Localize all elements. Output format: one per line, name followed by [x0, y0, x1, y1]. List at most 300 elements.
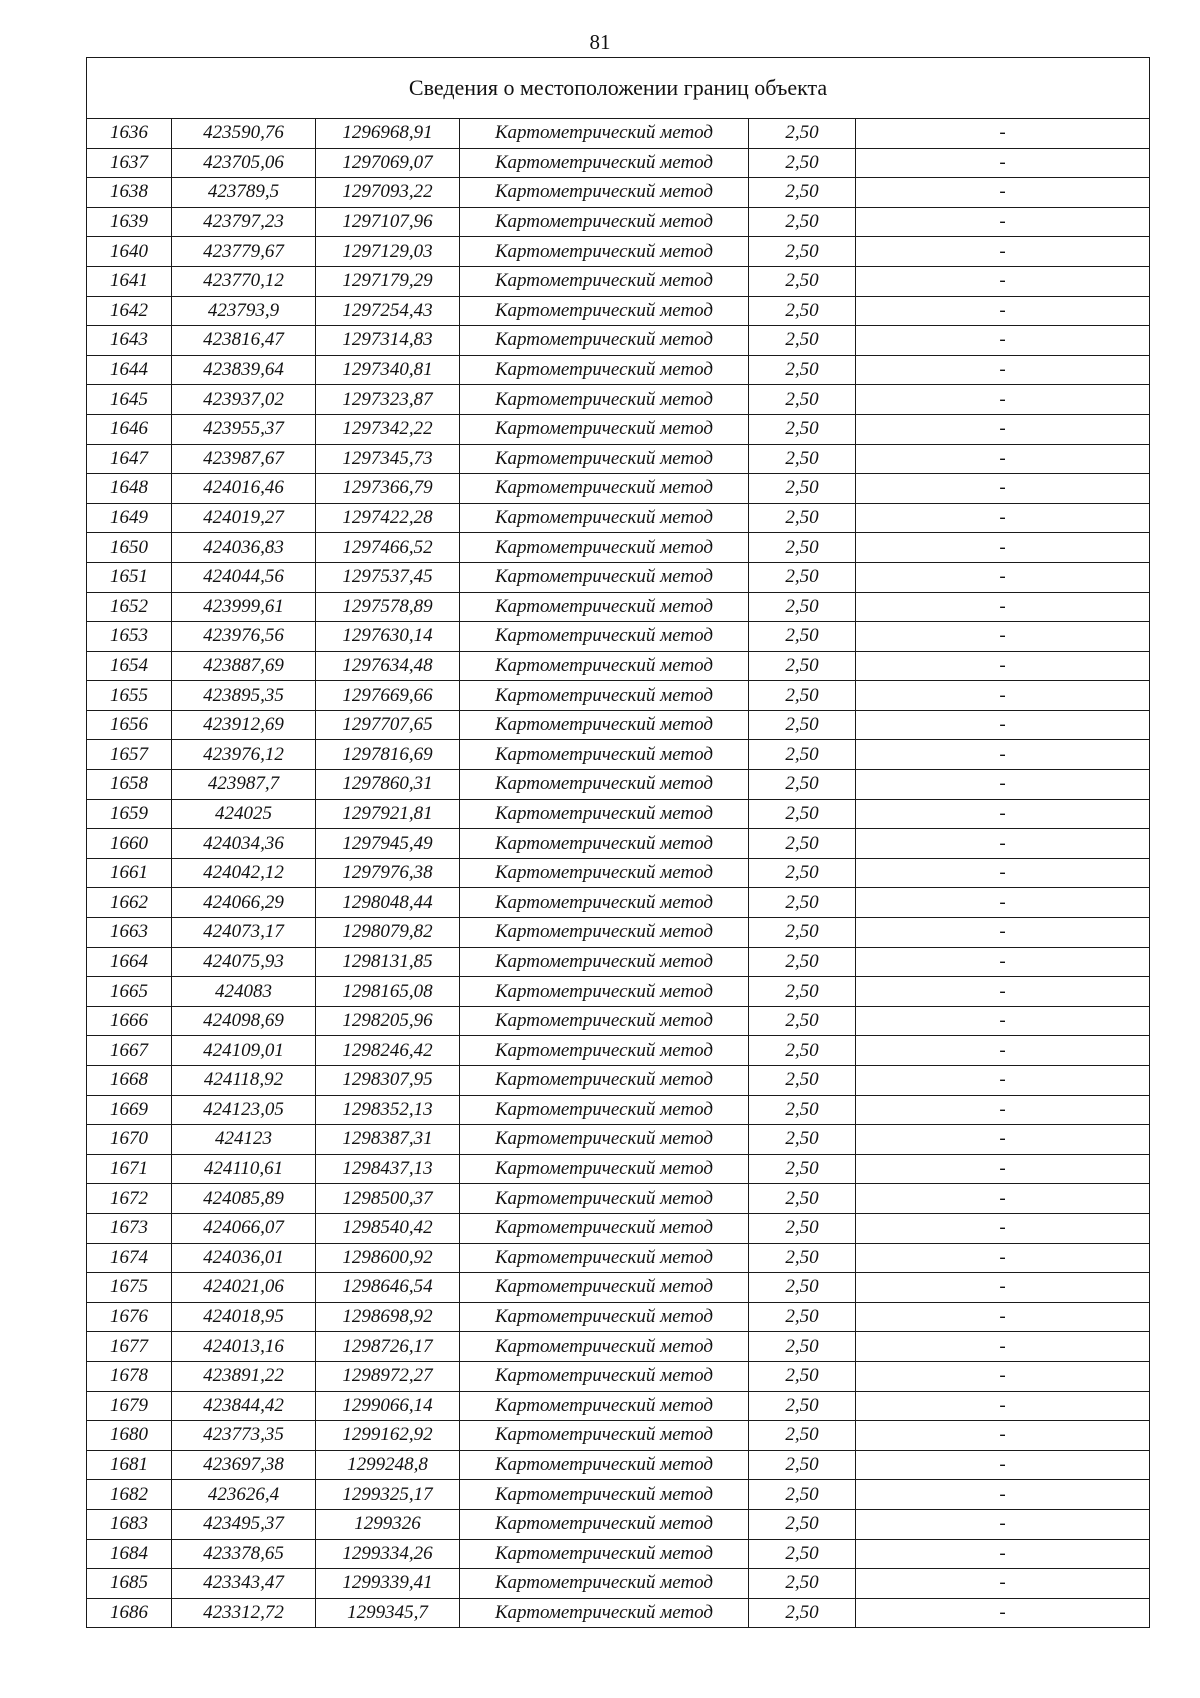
table-row — [87, 592, 1150, 622]
table-row — [87, 296, 1150, 326]
table-row — [87, 1569, 1150, 1599]
accuracy-cell: 2,50 — [749, 562, 856, 592]
x-coordinate-cell: 423955,37 — [172, 414, 316, 444]
table-row — [87, 414, 1150, 444]
note-cell: - — [856, 1184, 1150, 1214]
method-cell: Картометрический метод — [460, 1302, 749, 1332]
note-cell: - — [856, 414, 1150, 444]
y-coordinate-cell: 1298352,13 — [316, 1095, 460, 1125]
note-cell: - — [856, 1391, 1150, 1421]
accuracy-cell: 2,50 — [749, 326, 856, 356]
x-coordinate-cell: 424036,01 — [172, 1243, 316, 1273]
note-cell: - — [856, 1243, 1150, 1273]
x-coordinate-cell: 424123 — [172, 1125, 316, 1155]
note-cell: - — [856, 178, 1150, 208]
note-cell: - — [856, 1302, 1150, 1332]
accuracy-cell: 2,50 — [749, 1598, 856, 1628]
y-coordinate-cell: 1298205,96 — [316, 1006, 460, 1036]
accuracy-cell: 2,50 — [749, 1569, 856, 1599]
y-coordinate-cell: 1297537,45 — [316, 562, 460, 592]
table-row — [87, 977, 1150, 1007]
method-cell: Картометрический метод — [460, 1243, 749, 1273]
y-coordinate-cell: 1298698,92 — [316, 1302, 460, 1332]
accuracy-cell: 2,50 — [749, 770, 856, 800]
y-coordinate-cell: 1299326 — [316, 1509, 460, 1539]
table-row — [87, 266, 1150, 296]
method-cell: Картометрический метод — [460, 1095, 749, 1125]
y-coordinate-cell: 1298437,13 — [316, 1154, 460, 1184]
table-row — [87, 1539, 1150, 1569]
y-coordinate-cell: 1298500,37 — [316, 1184, 460, 1214]
x-coordinate-cell: 424018,95 — [172, 1302, 316, 1332]
point-number-cell: 1636 — [87, 119, 172, 149]
y-coordinate-cell: 1297422,28 — [316, 503, 460, 533]
method-cell: Картометрический метод — [460, 237, 749, 267]
note-cell: - — [856, 947, 1150, 977]
accuracy-cell: 2,50 — [749, 1036, 856, 1066]
table-row — [87, 148, 1150, 178]
method-cell: Картометрический метод — [460, 1391, 749, 1421]
method-cell: Картометрический метод — [460, 1273, 749, 1303]
accuracy-cell: 2,50 — [749, 1125, 856, 1155]
note-cell: - — [856, 533, 1150, 563]
table-row — [87, 119, 1150, 149]
table-row — [87, 503, 1150, 533]
page-number: 81 — [589, 30, 611, 54]
method-cell: Картометрический метод — [460, 1213, 749, 1243]
method-cell: Картометрический метод — [460, 888, 749, 918]
accuracy-cell: 2,50 — [749, 1184, 856, 1214]
point-number-cell: 1660 — [87, 829, 172, 859]
accuracy-cell: 2,50 — [749, 1480, 856, 1510]
x-coordinate-cell: 423770,12 — [172, 266, 316, 296]
point-number-cell: 1648 — [87, 474, 172, 504]
accuracy-cell: 2,50 — [749, 1450, 856, 1480]
x-coordinate-cell: 423839,64 — [172, 355, 316, 385]
x-coordinate-cell: 423378,65 — [172, 1539, 316, 1569]
table-row — [87, 237, 1150, 267]
y-coordinate-cell: 1297254,43 — [316, 296, 460, 326]
method-cell: Картометрический метод — [460, 1006, 749, 1036]
y-coordinate-cell: 1299162,92 — [316, 1421, 460, 1451]
point-number-cell: 1677 — [87, 1332, 172, 1362]
table-title: Сведения о местоположении границ объекта — [87, 58, 1150, 119]
point-number-cell: 1674 — [87, 1243, 172, 1273]
table-row — [87, 1095, 1150, 1125]
point-number-cell: 1684 — [87, 1539, 172, 1569]
note-cell: - — [856, 829, 1150, 859]
accuracy-cell: 2,50 — [749, 977, 856, 1007]
note-cell: - — [856, 918, 1150, 948]
boundary-coordinates-table — [86, 57, 1150, 1628]
point-number-cell: 1639 — [87, 207, 172, 237]
x-coordinate-cell: 423705,06 — [172, 148, 316, 178]
method-cell: Картометрический метод — [460, 148, 749, 178]
note-cell: - — [856, 444, 1150, 474]
note-cell: - — [856, 1421, 1150, 1451]
method-cell: Картометрический метод — [460, 651, 749, 681]
method-cell: Картометрический метод — [460, 326, 749, 356]
accuracy-cell: 2,50 — [749, 829, 856, 859]
table-body — [87, 119, 1150, 1628]
accuracy-cell: 2,50 — [749, 888, 856, 918]
note-cell: - — [856, 1066, 1150, 1096]
point-number-cell: 1683 — [87, 1509, 172, 1539]
method-cell: Картометрический метод — [460, 1184, 749, 1214]
x-coordinate-cell: 423590,76 — [172, 119, 316, 149]
point-number-cell: 1642 — [87, 296, 172, 326]
y-coordinate-cell: 1297634,48 — [316, 651, 460, 681]
x-coordinate-cell: 423987,67 — [172, 444, 316, 474]
accuracy-cell: 2,50 — [749, 266, 856, 296]
method-cell: Картометрический метод — [460, 681, 749, 711]
point-number-cell: 1638 — [87, 178, 172, 208]
accuracy-cell: 2,50 — [749, 1302, 856, 1332]
method-cell: Картометрический метод — [460, 592, 749, 622]
accuracy-cell: 2,50 — [749, 1391, 856, 1421]
accuracy-cell: 2,50 — [749, 444, 856, 474]
point-number-cell: 1680 — [87, 1421, 172, 1451]
x-coordinate-cell: 424123,05 — [172, 1095, 316, 1125]
x-coordinate-cell: 423312,72 — [172, 1598, 316, 1628]
y-coordinate-cell: 1297707,65 — [316, 710, 460, 740]
note-cell: - — [856, 681, 1150, 711]
x-coordinate-cell: 423987,7 — [172, 770, 316, 800]
x-coordinate-cell: 424098,69 — [172, 1006, 316, 1036]
table-row — [87, 1302, 1150, 1332]
table-row — [87, 740, 1150, 770]
table-row — [87, 1361, 1150, 1391]
table-row — [87, 829, 1150, 859]
accuracy-cell: 2,50 — [749, 119, 856, 149]
accuracy-cell: 2,50 — [749, 651, 856, 681]
point-number-cell: 1682 — [87, 1480, 172, 1510]
x-coordinate-cell: 424085,89 — [172, 1184, 316, 1214]
point-number-cell: 1671 — [87, 1154, 172, 1184]
x-coordinate-cell: 423887,69 — [172, 651, 316, 681]
y-coordinate-cell: 1297340,81 — [316, 355, 460, 385]
note-cell: - — [856, 592, 1150, 622]
x-coordinate-cell: 423844,42 — [172, 1391, 316, 1421]
y-coordinate-cell: 1298079,82 — [316, 918, 460, 948]
x-coordinate-cell: 423816,47 — [172, 326, 316, 356]
x-coordinate-cell: 423773,35 — [172, 1421, 316, 1451]
x-coordinate-cell: 424075,93 — [172, 947, 316, 977]
y-coordinate-cell: 1297129,03 — [316, 237, 460, 267]
point-number-cell: 1651 — [87, 562, 172, 592]
x-coordinate-cell: 424042,12 — [172, 858, 316, 888]
note-cell: - — [856, 1509, 1150, 1539]
table-row — [87, 1391, 1150, 1421]
x-coordinate-cell: 424066,29 — [172, 888, 316, 918]
table-row — [87, 1213, 1150, 1243]
y-coordinate-cell: 1299325,17 — [316, 1480, 460, 1510]
table-row — [87, 1450, 1150, 1480]
method-cell: Картометрический метод — [460, 1539, 749, 1569]
note-cell: - — [856, 1598, 1150, 1628]
point-number-cell: 1656 — [87, 710, 172, 740]
table-row — [87, 533, 1150, 563]
point-number-cell: 1685 — [87, 1569, 172, 1599]
note-cell: - — [856, 1480, 1150, 1510]
y-coordinate-cell: 1298048,44 — [316, 888, 460, 918]
table-row — [87, 1480, 1150, 1510]
note-cell: - — [856, 355, 1150, 385]
method-cell: Картометрический метод — [460, 296, 749, 326]
note-cell: - — [856, 266, 1150, 296]
table-row — [87, 562, 1150, 592]
table-row — [87, 1598, 1150, 1628]
accuracy-cell: 2,50 — [749, 1006, 856, 1036]
point-number-cell: 1655 — [87, 681, 172, 711]
y-coordinate-cell: 1297069,07 — [316, 148, 460, 178]
x-coordinate-cell: 424034,36 — [172, 829, 316, 859]
method-cell: Картометрический метод — [460, 503, 749, 533]
table-row — [87, 444, 1150, 474]
method-cell: Картометрический метод — [460, 1036, 749, 1066]
table-row — [87, 1184, 1150, 1214]
note-cell: - — [856, 562, 1150, 592]
table-row — [87, 888, 1150, 918]
method-cell: Картометрический метод — [460, 710, 749, 740]
method-cell: Картометрический метод — [460, 474, 749, 504]
point-number-cell: 1659 — [87, 799, 172, 829]
table-row — [87, 1006, 1150, 1036]
note-cell: - — [856, 474, 1150, 504]
x-coordinate-cell: 423779,67 — [172, 237, 316, 267]
y-coordinate-cell: 1297314,83 — [316, 326, 460, 356]
point-number-cell: 1675 — [87, 1273, 172, 1303]
point-number-cell: 1670 — [87, 1125, 172, 1155]
note-cell: - — [856, 888, 1150, 918]
point-number-cell: 1654 — [87, 651, 172, 681]
note-cell: - — [856, 237, 1150, 267]
point-number-cell: 1681 — [87, 1450, 172, 1480]
accuracy-cell: 2,50 — [749, 1154, 856, 1184]
point-number-cell: 1676 — [87, 1302, 172, 1332]
note-cell: - — [856, 622, 1150, 652]
point-number-cell: 1647 — [87, 444, 172, 474]
accuracy-cell: 2,50 — [749, 740, 856, 770]
method-cell: Картометрический метод — [460, 858, 749, 888]
y-coordinate-cell: 1299334,26 — [316, 1539, 460, 1569]
y-coordinate-cell: 1297921,81 — [316, 799, 460, 829]
accuracy-cell: 2,50 — [749, 296, 856, 326]
accuracy-cell: 2,50 — [749, 947, 856, 977]
y-coordinate-cell: 1297669,66 — [316, 681, 460, 711]
accuracy-cell: 2,50 — [749, 355, 856, 385]
y-coordinate-cell: 1299066,14 — [316, 1391, 460, 1421]
y-coordinate-cell: 1297945,49 — [316, 829, 460, 859]
point-number-cell: 1662 — [87, 888, 172, 918]
table-row — [87, 918, 1150, 948]
point-number-cell: 1644 — [87, 355, 172, 385]
note-cell: - — [856, 740, 1150, 770]
point-number-cell: 1668 — [87, 1066, 172, 1096]
accuracy-cell: 2,50 — [749, 1243, 856, 1273]
point-number-cell: 1661 — [87, 858, 172, 888]
note-cell: - — [856, 148, 1150, 178]
x-coordinate-cell: 424066,07 — [172, 1213, 316, 1243]
y-coordinate-cell: 1297630,14 — [316, 622, 460, 652]
accuracy-cell: 2,50 — [749, 858, 856, 888]
y-coordinate-cell: 1299345,7 — [316, 1598, 460, 1628]
x-coordinate-cell: 424044,56 — [172, 562, 316, 592]
point-number-cell: 1646 — [87, 414, 172, 444]
point-number-cell: 1645 — [87, 385, 172, 415]
x-coordinate-cell: 423895,35 — [172, 681, 316, 711]
method-cell: Картометрический метод — [460, 385, 749, 415]
accuracy-cell: 2,50 — [749, 710, 856, 740]
note-cell: - — [856, 1569, 1150, 1599]
accuracy-cell: 2,50 — [749, 237, 856, 267]
point-number-cell: 1637 — [87, 148, 172, 178]
x-coordinate-cell: 424025 — [172, 799, 316, 829]
x-coordinate-cell: 424083 — [172, 977, 316, 1007]
note-cell: - — [856, 1361, 1150, 1391]
method-cell: Картометрический метод — [460, 562, 749, 592]
method-cell: Картометрический метод — [460, 533, 749, 563]
table-row — [87, 1273, 1150, 1303]
y-coordinate-cell: 1298387,31 — [316, 1125, 460, 1155]
x-coordinate-cell: 423891,22 — [172, 1361, 316, 1391]
method-cell: Картометрический метод — [460, 355, 749, 385]
method-cell: Картометрический метод — [460, 1509, 749, 1539]
accuracy-cell: 2,50 — [749, 799, 856, 829]
accuracy-cell: 2,50 — [749, 622, 856, 652]
table-row — [87, 622, 1150, 652]
note-cell: - — [856, 1332, 1150, 1362]
table-row — [87, 651, 1150, 681]
method-cell: Картометрический метод — [460, 799, 749, 829]
y-coordinate-cell: 1297323,87 — [316, 385, 460, 415]
method-cell: Картометрический метод — [460, 1125, 749, 1155]
x-coordinate-cell: 424021,06 — [172, 1273, 316, 1303]
note-cell: - — [856, 385, 1150, 415]
accuracy-cell: 2,50 — [749, 474, 856, 504]
y-coordinate-cell: 1299248,8 — [316, 1450, 460, 1480]
note-cell: - — [856, 651, 1150, 681]
point-number-cell: 1669 — [87, 1095, 172, 1125]
accuracy-cell: 2,50 — [749, 1213, 856, 1243]
table-row — [87, 1125, 1150, 1155]
x-coordinate-cell: 423976,56 — [172, 622, 316, 652]
method-cell: Картометрический метод — [460, 740, 749, 770]
method-cell: Картометрический метод — [460, 1332, 749, 1362]
y-coordinate-cell: 1297345,73 — [316, 444, 460, 474]
note-cell: - — [856, 326, 1150, 356]
x-coordinate-cell: 424013,16 — [172, 1332, 316, 1362]
point-number-cell: 1658 — [87, 770, 172, 800]
y-coordinate-cell: 1297466,52 — [316, 533, 460, 563]
point-number-cell: 1664 — [87, 947, 172, 977]
x-coordinate-cell: 424073,17 — [172, 918, 316, 948]
y-coordinate-cell: 1299339,41 — [316, 1569, 460, 1599]
method-cell: Картометрический метод — [460, 1569, 749, 1599]
table-row — [87, 1509, 1150, 1539]
x-coordinate-cell: 423343,47 — [172, 1569, 316, 1599]
x-coordinate-cell: 423797,23 — [172, 207, 316, 237]
table-row — [87, 1036, 1150, 1066]
point-number-cell: 1650 — [87, 533, 172, 563]
accuracy-cell: 2,50 — [749, 1332, 856, 1362]
x-coordinate-cell: 423626,4 — [172, 1480, 316, 1510]
point-number-cell: 1672 — [87, 1184, 172, 1214]
y-coordinate-cell: 1298646,54 — [316, 1273, 460, 1303]
note-cell: - — [856, 1154, 1150, 1184]
accuracy-cell: 2,50 — [749, 385, 856, 415]
note-cell: - — [856, 1125, 1150, 1155]
note-cell: - — [856, 1539, 1150, 1569]
x-coordinate-cell: 423999,61 — [172, 592, 316, 622]
y-coordinate-cell: 1298246,42 — [316, 1036, 460, 1066]
method-cell: Картометрический метод — [460, 1154, 749, 1184]
accuracy-cell: 2,50 — [749, 148, 856, 178]
method-cell: Картометрический метод — [460, 977, 749, 1007]
note-cell: - — [856, 799, 1150, 829]
point-number-cell: 1663 — [87, 918, 172, 948]
table-row — [87, 799, 1150, 829]
accuracy-cell: 2,50 — [749, 918, 856, 948]
x-coordinate-cell: 423789,5 — [172, 178, 316, 208]
accuracy-cell: 2,50 — [749, 592, 856, 622]
point-number-cell: 1667 — [87, 1036, 172, 1066]
x-coordinate-cell: 423793,9 — [172, 296, 316, 326]
method-cell: Картометрический метод — [460, 1066, 749, 1096]
method-cell: Картометрический метод — [460, 266, 749, 296]
y-coordinate-cell: 1297107,96 — [316, 207, 460, 237]
accuracy-cell: 2,50 — [749, 414, 856, 444]
x-coordinate-cell: 423495,37 — [172, 1509, 316, 1539]
note-cell: - — [856, 207, 1150, 237]
note-cell: - — [856, 977, 1150, 1007]
method-cell: Картометрический метод — [460, 918, 749, 948]
note-cell: - — [856, 1036, 1150, 1066]
point-number-cell: 1643 — [87, 326, 172, 356]
table-row — [87, 710, 1150, 740]
accuracy-cell: 2,50 — [749, 1095, 856, 1125]
table-row — [87, 1421, 1150, 1451]
point-number-cell: 1657 — [87, 740, 172, 770]
x-coordinate-cell: 424016,46 — [172, 474, 316, 504]
y-coordinate-cell: 1297093,22 — [316, 178, 460, 208]
method-cell: Картометрический метод — [460, 1480, 749, 1510]
y-coordinate-cell: 1297366,79 — [316, 474, 460, 504]
note-cell: - — [856, 710, 1150, 740]
point-number-cell: 1653 — [87, 622, 172, 652]
point-number-cell: 1640 — [87, 237, 172, 267]
table-row — [87, 858, 1150, 888]
table-row — [87, 385, 1150, 415]
point-number-cell: 1686 — [87, 1598, 172, 1628]
table-row — [87, 355, 1150, 385]
y-coordinate-cell: 1297860,31 — [316, 770, 460, 800]
note-cell: - — [856, 119, 1150, 149]
x-coordinate-cell: 423937,02 — [172, 385, 316, 415]
note-cell: - — [856, 1006, 1150, 1036]
table-row — [87, 770, 1150, 800]
table-row — [87, 681, 1150, 711]
accuracy-cell: 2,50 — [749, 1509, 856, 1539]
method-cell: Картометрический метод — [460, 829, 749, 859]
point-number-cell: 1641 — [87, 266, 172, 296]
y-coordinate-cell: 1297976,38 — [316, 858, 460, 888]
accuracy-cell: 2,50 — [749, 1066, 856, 1096]
method-cell: Картометрический метод — [460, 770, 749, 800]
x-coordinate-cell: 424109,01 — [172, 1036, 316, 1066]
y-coordinate-cell: 1298726,17 — [316, 1332, 460, 1362]
y-coordinate-cell: 1296968,91 — [316, 119, 460, 149]
